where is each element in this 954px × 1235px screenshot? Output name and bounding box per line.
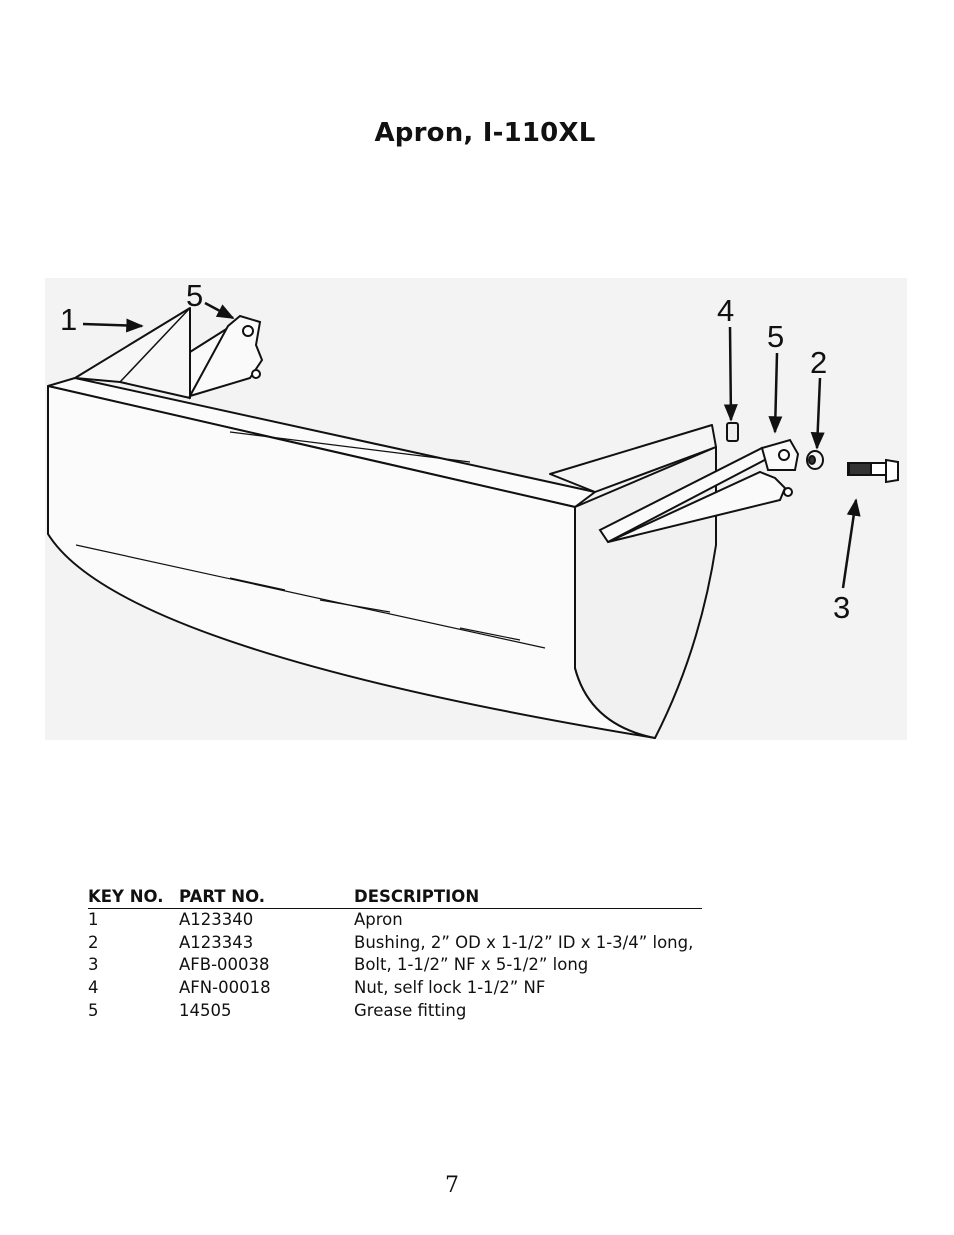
key-no-cell: 4 — [88, 978, 99, 998]
callout-label: 4 — [717, 293, 735, 328]
part-no-cell: AFN-00018 — [179, 978, 271, 998]
callout-label: 3 — [833, 590, 851, 625]
callout-label: 5 — [186, 278, 204, 313]
callout-label: 2 — [810, 345, 828, 380]
header-key-no: KEY NO. — [88, 886, 179, 909]
description-cell: Apron — [354, 910, 403, 929]
header-description: DESCRIPTION — [354, 886, 702, 909]
table-row — [88, 977, 702, 1000]
bushing-part — [807, 451, 823, 469]
page-number: 7 — [445, 1173, 459, 1198]
page-title: Apron, I-110XL — [374, 118, 596, 148]
part-no-cell: AFB-00038 — [179, 955, 270, 975]
description-cell: Bushing, 2” OD x 1-1/2” ID x 1-3/4” long, — [354, 932, 694, 952]
callout-label: 1 — [60, 302, 78, 337]
part-no-cell: 14505 — [179, 1000, 232, 1020]
arrow-callout-4 — [730, 327, 731, 420]
description-cell: Grease fitting — [354, 1000, 467, 1020]
table-row — [88, 1000, 702, 1023]
table-row — [88, 932, 702, 955]
key-no-cell: 5 — [88, 1000, 99, 1020]
table-row — [88, 954, 702, 977]
apron-parts-diagram — [45, 278, 907, 740]
callout-label: 5 — [767, 319, 785, 354]
key-no-cell: 3 — [88, 955, 99, 975]
description-cell: Bolt, 1-1/2” NF x 5-1/2” long — [354, 955, 589, 975]
parts-table — [88, 886, 702, 1023]
key-no-cell: 2 — [88, 932, 99, 952]
key-no-cell: 1 — [88, 910, 99, 929]
nut-part — [727, 423, 738, 441]
table-row — [88, 909, 702, 932]
description-cell: Nut, self lock 1-1/2” NF — [354, 978, 546, 998]
table-header-row — [88, 886, 702, 909]
part-no-cell: A123340 — [179, 910, 254, 929]
part-no-cell: A123343 — [179, 932, 254, 952]
header-part-no: PART NO. — [179, 886, 354, 909]
